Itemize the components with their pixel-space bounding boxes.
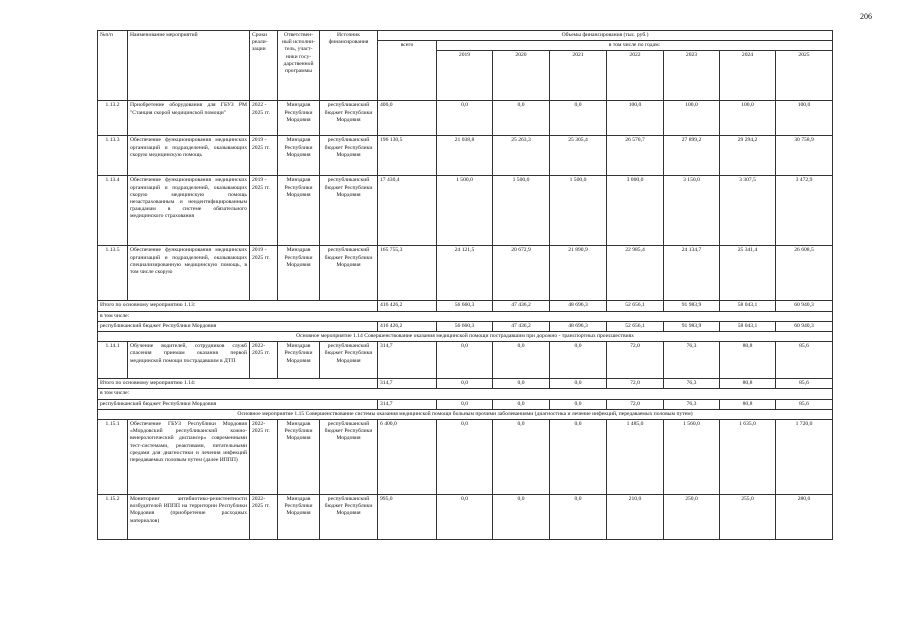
row-year-value: 100,0: [720, 101, 776, 136]
row-name: Обеспечение функционирования медицинских организаций и подразделений, оказывающих скорую медицинскую помощь: [128, 136, 250, 176]
row-term: 2019 - 2025 гг.: [250, 176, 278, 246]
section-title: [98, 332, 833, 342]
summary-year-value: 56 660,3: [437, 301, 493, 311]
row-year-value: 26 570,7: [607, 136, 664, 176]
summary-year-value: 0,0: [550, 399, 607, 409]
row-year-value: 0,0: [493, 101, 550, 136]
summary-year-value: 47 436,2: [493, 301, 550, 311]
row-term: 2022 - 2025 гг.: [250, 101, 278, 136]
row-year-value: 25 341,4: [720, 246, 776, 301]
summary-year-value: 0,0: [437, 379, 493, 389]
row-executor: Минздрав Республики Мордовия: [278, 495, 320, 540]
row-term: 2019 - 2025 гг.: [250, 136, 278, 176]
summary-year-value: 52 656,1: [607, 321, 664, 331]
row-num: 1.13.4: [98, 176, 128, 246]
including-row-text: в том числе:: [98, 389, 833, 399]
summary-row: [98, 321, 833, 331]
summary-year-value: 0,0: [437, 399, 493, 409]
summary-label: Итого по основному мероприятию 1.13:: [98, 301, 378, 311]
row-year-value: 0,0: [493, 495, 550, 540]
row-num: 1.15.2: [98, 495, 128, 540]
summary-year-value: 72,0: [607, 379, 664, 389]
table-row: [98, 342, 833, 379]
row-year-value: 210,0: [607, 495, 664, 540]
summary-year-value: 80,8: [720, 379, 776, 389]
row-year-value: 26 608,5: [776, 246, 833, 301]
summary-year-value: 52 656,1: [607, 301, 664, 311]
summary-year-value: 60 940,3: [776, 301, 833, 311]
row-num: 1.13.5: [98, 246, 128, 301]
row-total: 400,0: [378, 101, 437, 136]
financing-table: [97, 30, 833, 540]
row-year-value: 1 485,0: [607, 420, 664, 495]
row-year-value: 250,0: [664, 495, 720, 540]
header-year: 2019: [437, 51, 493, 101]
row-total: 17 430,4: [378, 176, 437, 246]
row-year-value: 0,0: [437, 101, 493, 136]
summary-label: республиканский бюджет Республики Мордовия: [98, 399, 378, 409]
row-total: 995,0: [378, 495, 437, 540]
row-year-value: 1 500,0: [437, 176, 493, 246]
row-year-value: 0,0: [493, 342, 550, 379]
section-title-text: Основное мероприятие 1.14 Совершенствование оказания медицинской помощи пострадавшим при дорожно - транспортных происшествиях: [98, 332, 833, 342]
table-row: [98, 246, 833, 301]
summary-year-value: 0,0: [550, 379, 607, 389]
row-year-value: 1 500,0: [550, 176, 607, 246]
row-year-value: 24 121,5: [437, 246, 493, 301]
row-year-value: 1 560,0: [664, 420, 720, 495]
table-row: [98, 495, 833, 540]
row-total: 6 400,0: [378, 420, 437, 495]
summary-total: 314,7: [378, 399, 437, 409]
summary-year-value: 76,3: [664, 399, 720, 409]
row-year-value: 20 672,9: [493, 246, 550, 301]
table-row: [98, 176, 833, 246]
row-year-value: 1 720,0: [776, 420, 833, 495]
header-year: 2022: [607, 51, 664, 101]
row-year-value: 25 305,4: [550, 136, 607, 176]
header-year: 2021: [550, 51, 607, 101]
summary-year-value: 58 043,1: [720, 301, 776, 311]
header-volume: Объемы финансирования (тыс. руб.): [378, 31, 833, 41]
row-executor: Минздрав Республики Мордовия: [278, 136, 320, 176]
row-year-value: 0,0: [437, 495, 493, 540]
summary-year-value: 80,8: [720, 399, 776, 409]
row-year-value: 0,0: [437, 420, 493, 495]
header-year: 2020: [493, 51, 550, 101]
row-num: 1.14.1: [98, 342, 128, 379]
table-body: [98, 31, 833, 540]
row-year-value: 85,6: [776, 342, 833, 379]
summary-year-value: 47 436,2: [493, 321, 550, 331]
row-name: Обеспечение ГБУЗ Республики Мордовия «Мордовский республиканский кожно-венерологический диспансер» современными тест-системами, реактивами, питательными средами для диагностики и лечения инфекций передаваемых половым путем (далее ИППП): [128, 420, 250, 495]
row-executor: Минздрав Республики Мордовия: [278, 101, 320, 136]
summary-year-value: 85,6: [776, 399, 833, 409]
row-year-value: 0,0: [550, 342, 607, 379]
row-year-value: 21 038,8: [437, 136, 493, 176]
row-year-value: 3 472,9: [776, 176, 833, 246]
row-total: 165 755,3: [378, 246, 437, 301]
row-name: Мониторинг антибиотико-резистентности возбудителей ИППП на территории Республики Мордовия (приобретение расходных материалов): [128, 495, 250, 540]
table-row: [98, 136, 833, 176]
row-year-value: 25 263,3: [493, 136, 550, 176]
row-name: Обеспечение функционирования медицинских организаций и подразделений, оказывающих скорую медицинскую помощь незастрахованным и неидентифицированным гражданам в системе обязательного медицинского страхования: [128, 176, 250, 246]
table-row: [98, 420, 833, 495]
section-title-text: Основное мероприятие 1.15 Совершенствование системы оказания медицинской помощи больным прочими заболеваниями (диагностика и лечение инфекций, передаваемых половым путем): [98, 409, 833, 419]
row-name: Обеспечение функционирования медицинских организаций и подразделений, оказывающих специализированную медицинскую помощь, в том числе скорую: [128, 246, 250, 301]
summary-total: 416 426,2: [378, 301, 437, 311]
row-total: 314,7: [378, 342, 437, 379]
row-num: 1.15.1: [98, 420, 128, 495]
row-year-value: 3 307,5: [720, 176, 776, 246]
page-number: 206: [860, 12, 872, 21]
summary-label: республиканский бюджет Республики Мордовия: [98, 321, 378, 331]
including-row: [98, 389, 833, 399]
row-executor: Минздрав Республики Мордовия: [278, 342, 320, 379]
row-year-value: 80,8: [720, 342, 776, 379]
summary-year-value: 91 983,9: [664, 321, 720, 331]
header-executor: Ответствен-ный исполни-тель, участ-ники госу-дарственной программы: [278, 31, 320, 101]
row-year-value: 1 500,0: [493, 176, 550, 246]
header-by-years: в том числе по годам:: [437, 41, 833, 51]
header-year: 2025: [776, 51, 833, 101]
header-row-1: [98, 31, 833, 41]
row-name: Обучение водителей, сотрудников служб спасения приемам оказания первой медицинской помощи пострадавшим в ДТП: [128, 342, 250, 379]
summary-year-value: 0,0: [493, 379, 550, 389]
row-source: республиканский бюджет Республики Мордовия: [320, 101, 378, 136]
summary-label: Итого по основному мероприятию 1.14:: [98, 379, 378, 389]
row-year-value: 29 294,2: [720, 136, 776, 176]
row-year-value: 3 000,0: [607, 176, 664, 246]
summary-year-value: 85,6: [776, 379, 833, 389]
summary-year-value: 76,3: [664, 379, 720, 389]
summary-year-value: 48 696,3: [550, 321, 607, 331]
summary-year-value: 91 983,9: [664, 301, 720, 311]
row-executor: Минздрав Республики Мордовия: [278, 176, 320, 246]
summary-total: 314,7: [378, 379, 437, 389]
row-source: республиканский бюджет Республики Мордовия: [320, 495, 378, 540]
row-term: 2022-2025 гг.: [250, 342, 278, 379]
row-year-value: 72,0: [607, 342, 664, 379]
row-year-value: 24 134,7: [664, 246, 720, 301]
row-year-value: 27 899,2: [664, 136, 720, 176]
header-source: Источник финансирования: [320, 31, 378, 101]
summary-year-value: 56 660,3: [437, 321, 493, 331]
row-source: республиканский бюджет Республики Мордовия: [320, 420, 378, 495]
header-name: Наименование мероприятий: [128, 31, 250, 101]
row-executor: Минздрав Республики Мордовия: [278, 420, 320, 495]
row-year-value: 21 890,9: [550, 246, 607, 301]
row-name: Приобретение оборудования для ГБУЗ РМ "Станция скорой медицинской помощи": [128, 101, 250, 136]
row-total: 196 130,5: [378, 136, 437, 176]
row-year-value: 100,0: [776, 101, 833, 136]
row-term: 2022-2025 гг.: [250, 420, 278, 495]
row-source: республиканский бюджет Республики Мордовия: [320, 176, 378, 246]
summary-year-value: 58 043,1: [720, 321, 776, 331]
summary-row: [98, 301, 833, 311]
row-year-value: 255,0: [720, 495, 776, 540]
row-year-value: 76,3: [664, 342, 720, 379]
row-term: 2019 - 2025 гг.: [250, 246, 278, 301]
section-title: [98, 409, 833, 419]
header-term: Сроки реали-зации: [250, 31, 278, 101]
summary-total: 416 426,2: [378, 321, 437, 331]
row-year-value: 280,0: [776, 495, 833, 540]
summary-year-value: 72,0: [607, 399, 664, 409]
summary-year-value: 0,0: [493, 399, 550, 409]
summary-year-value: 48 696,3: [550, 301, 607, 311]
row-num: 1.13.3: [98, 136, 128, 176]
including-row: [98, 311, 833, 321]
row-executor: Минздрав Республики Мордовия: [278, 246, 320, 301]
header-year: 2024: [720, 51, 776, 101]
header-year: 2023: [664, 51, 720, 101]
table-row: [98, 101, 833, 136]
row-year-value: 0,0: [550, 420, 607, 495]
row-year-value: 0,0: [550, 101, 607, 136]
row-term: 2022-2025 гг.: [250, 495, 278, 540]
row-num: 1.13.2: [98, 101, 128, 136]
row-year-value: 30 758,9: [776, 136, 833, 176]
row-year-value: 100,0: [607, 101, 664, 136]
summary-row: [98, 399, 833, 409]
row-year-value: 0,0: [493, 420, 550, 495]
header-total: всего: [378, 41, 437, 101]
row-year-value: 22 985,4: [607, 246, 664, 301]
summary-year-value: 60 940,3: [776, 321, 833, 331]
row-source: республиканский бюджет Республики Мордовия: [320, 246, 378, 301]
row-year-value: 0,0: [437, 342, 493, 379]
row-year-value: 100,0: [664, 101, 720, 136]
header-num: №п/п: [98, 31, 128, 101]
row-year-value: 1 635,0: [720, 420, 776, 495]
row-year-value: 0,0: [550, 495, 607, 540]
row-year-value: 3 150,0: [664, 176, 720, 246]
row-source: республиканский бюджет Республики Мордовия: [320, 136, 378, 176]
row-source: республиканский бюджет Республики Мордовия: [320, 342, 378, 379]
including-row-text: в том числе:: [98, 311, 833, 321]
summary-row: [98, 379, 833, 389]
